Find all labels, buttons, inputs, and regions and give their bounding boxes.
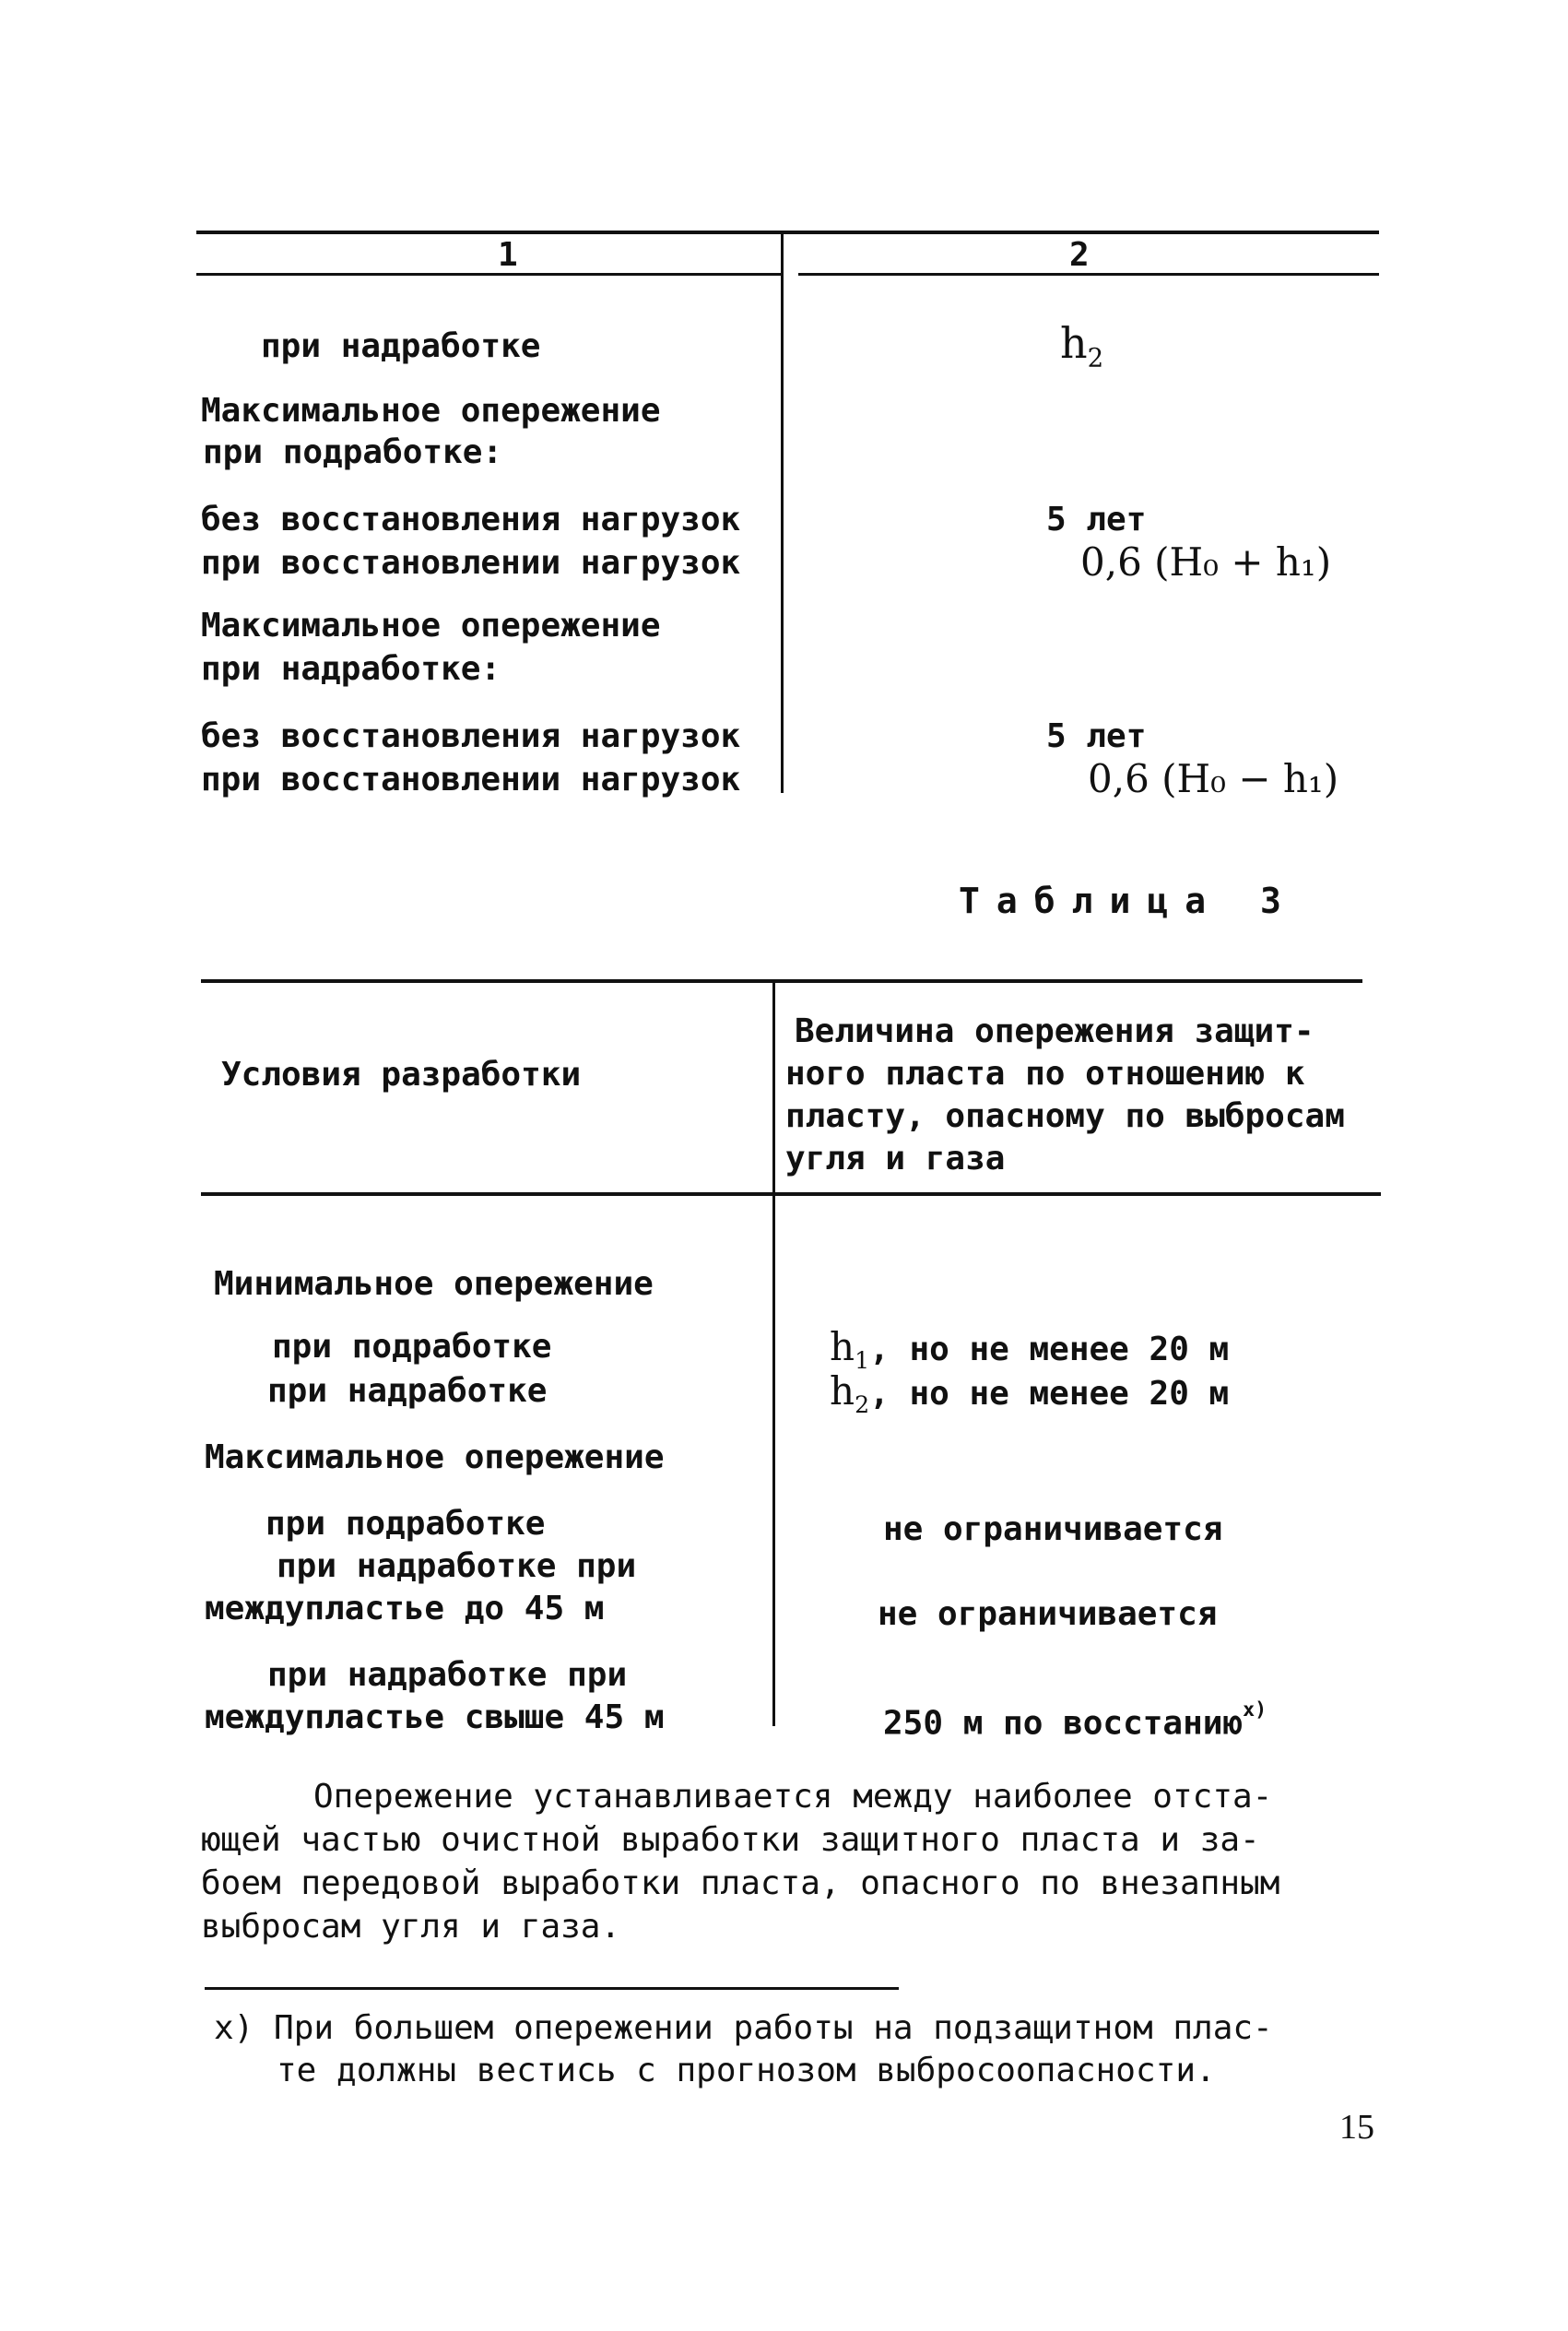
- row-label: при надработке: [267, 1372, 548, 1410]
- header-rule-left: [196, 273, 781, 276]
- paragraph-line: ющей частью очистной выработки защитного пласта и за-: [201, 1821, 1260, 1859]
- header-right-line: угля и газа: [785, 1140, 1006, 1177]
- row-label: при надработке при: [267, 1656, 628, 1694]
- row-label: при восстановлении нагрузок: [201, 544, 741, 582]
- header-rule: [201, 1192, 1381, 1196]
- row-formula: 0,6 (H₀ − h₁): [1088, 756, 1339, 801]
- row-value-h2: $h_2$: [1060, 318, 1104, 373]
- row-label: при подработке:: [203, 433, 503, 471]
- row-label: при подработке: [265, 1505, 546, 1543]
- row-label: при надработке при: [277, 1547, 637, 1585]
- row-formula: 0,6 (H₀ + h₁): [1080, 539, 1332, 585]
- row-value: 5 лет: [1046, 717, 1147, 755]
- footnote-line: те должны вестись с прогнозом выбросоопасности.: [277, 2052, 1216, 2089]
- footnote-line: x) При большем опережении работы на подзащитном плас-: [214, 2009, 1273, 2047]
- paragraph-line: боем передовой выработки пласта, опасного по внезапным: [201, 1864, 1280, 1902]
- column-header-1: 1: [498, 236, 518, 274]
- row-label: при восстановлении нагрузок: [201, 761, 741, 799]
- row-value: 250 м по восстанию$^{x)}$: [883, 1698, 1267, 1743]
- header-right-line: ного пласта по отношению к: [785, 1055, 1305, 1093]
- table-title: Таблица 3: [959, 881, 1298, 921]
- header-right-line: пласту, опасному по выбросам: [785, 1097, 1345, 1135]
- header-right-line: Величина опережения защит-: [795, 1012, 1315, 1050]
- row-label: при надработке: [261, 327, 541, 365]
- column-divider-1: [781, 231, 784, 793]
- top-rule: [201, 979, 1362, 983]
- row-label: Минимальное опережение: [214, 1265, 654, 1303]
- row-value: $h_1$, но не менее 20 м: [830, 1324, 1230, 1374]
- column-header-2: 2: [1069, 236, 1090, 274]
- row-value: $h_2$, но не менее 20 м: [830, 1368, 1230, 1418]
- top-rule: [196, 231, 1379, 234]
- row-label: без восстановления нагрузок: [201, 501, 741, 538]
- row-label: без восстановления нагрузок: [201, 717, 741, 755]
- row-label: Максимальное опережение: [201, 392, 661, 430]
- row-label: междупластье свыше 45 м: [205, 1698, 665, 1736]
- page-number: 15: [1339, 2108, 1374, 2147]
- row-label: при надработке:: [201, 650, 501, 688]
- paragraph-line: выбросам угля и газа.: [201, 1908, 621, 1946]
- footnote-rule: [205, 1987, 899, 1990]
- row-label: Максимальное опережение: [201, 607, 661, 645]
- row-value: не ограничивается: [878, 1595, 1218, 1633]
- row-label: междупластье до 45 м: [205, 1590, 605, 1627]
- row-value: 5 лет: [1046, 501, 1147, 538]
- column-divider-3: [772, 979, 775, 1726]
- header-left: Условия разработки: [221, 1056, 582, 1094]
- row-label: при подработке: [272, 1328, 552, 1366]
- row-label: Максимальное опережение: [205, 1438, 665, 1476]
- row-value: не ограничивается: [883, 1510, 1223, 1548]
- paragraph-line: Опережение устанавливается между наиболее отста-: [313, 1778, 1273, 1816]
